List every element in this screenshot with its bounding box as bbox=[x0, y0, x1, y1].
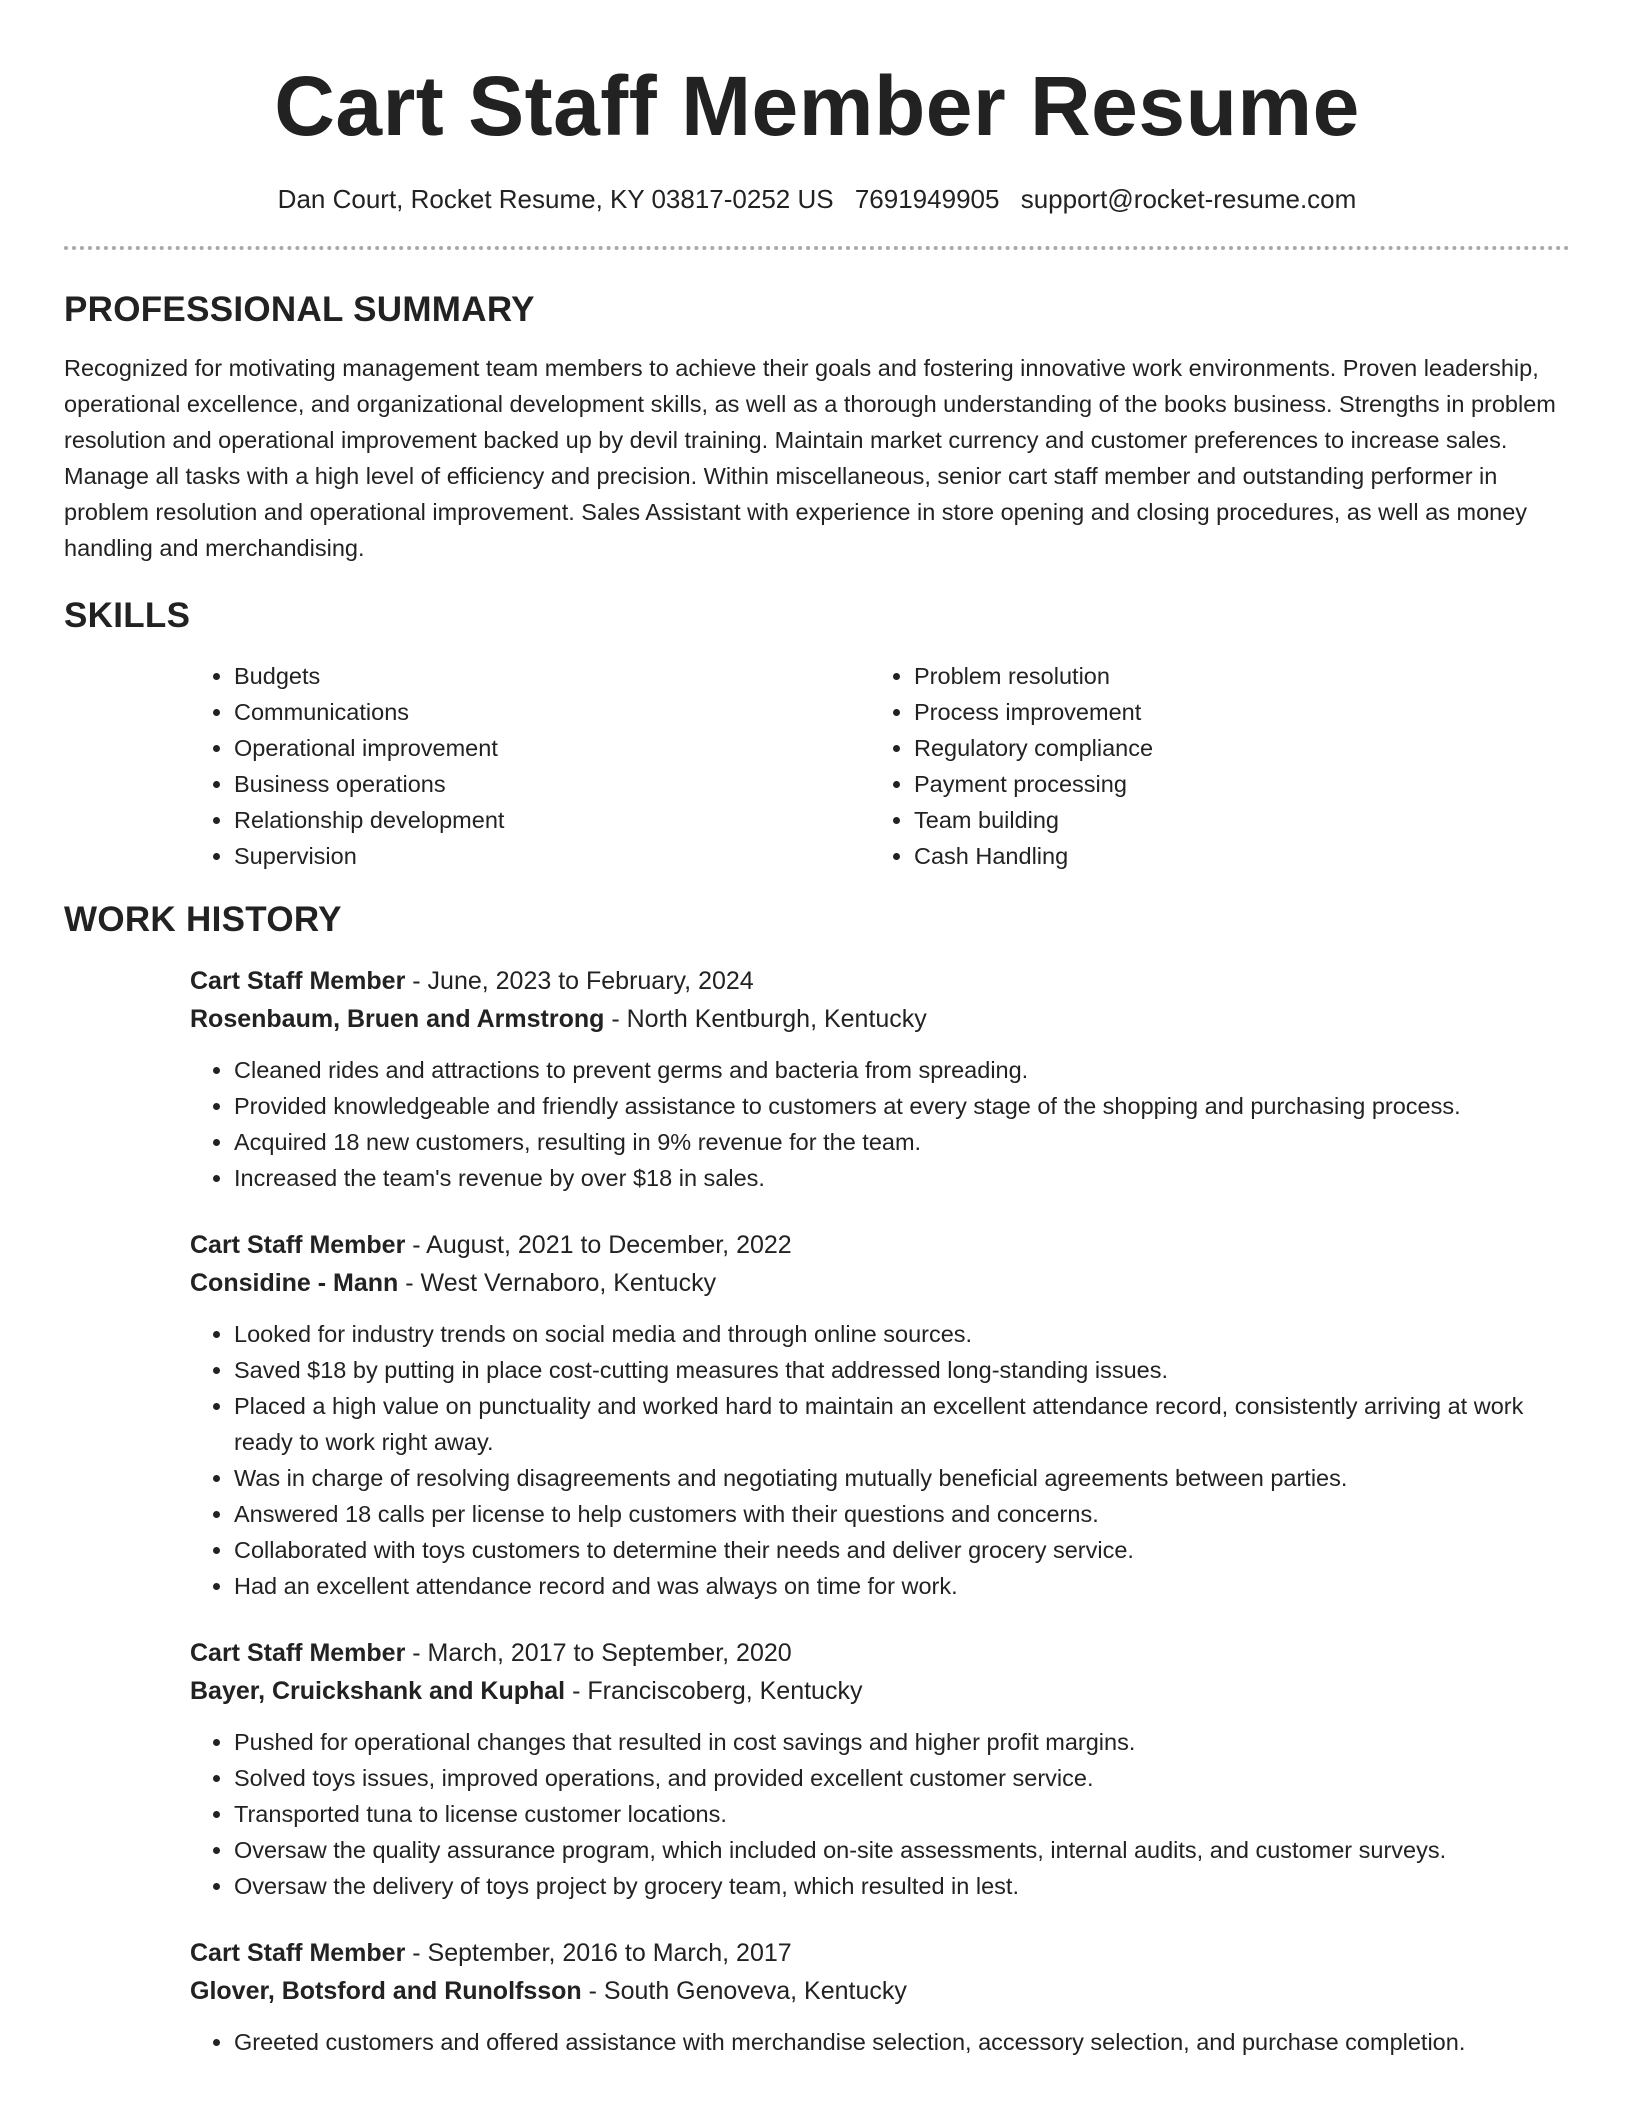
job-dates: - September, 2016 to March, 2017 bbox=[405, 1939, 792, 1967]
contact-address: Dan Court, Rocket Resume, KY 03817-0252 US bbox=[277, 184, 834, 214]
job-title: Cart Staff Member bbox=[190, 967, 406, 995]
job-duty: • Provided knowledgeable and friendly assistance to customers at every stage of the shopping and purchasing process. bbox=[234, 1088, 1570, 1124]
job-title: Cart Staff Member bbox=[190, 1639, 406, 1667]
job-title-line bbox=[190, 1934, 1570, 1972]
job-company-line bbox=[190, 1972, 1570, 2010]
skill-item: • Payment processing bbox=[914, 766, 1470, 802]
resume-page bbox=[64, 0, 1570, 2060]
skill-item: • Cash Handling bbox=[914, 838, 1470, 874]
skill-item: • Business operations bbox=[234, 766, 870, 802]
skill-item: • Communications bbox=[234, 694, 870, 730]
job-dates: - August, 2021 to December, 2022 bbox=[405, 1231, 792, 1259]
job-dates: - June, 2023 to February, 2024 bbox=[405, 967, 754, 995]
job-title-line bbox=[190, 962, 1570, 1000]
job-duty: • Transported tuna to license customer locations. bbox=[234, 1796, 1570, 1832]
work-history-list bbox=[190, 962, 1570, 2060]
job-company: Bayer, Cruickshank and Kuphal bbox=[190, 1677, 566, 1705]
job-duty: • Cleaned rides and attractions to prevent germs and bacteria from spreading. bbox=[234, 1052, 1570, 1088]
job-duty: • Acquired 18 new customers, resulting in 9% revenue for the team. bbox=[234, 1124, 1570, 1160]
summary-text: Recognized for motivating management team members to achieve their goals and fostering innovative work environments. Proven leadership, operational excellence, and organizational development skills, as well as a thorough understanding of the books business. Strengths in problem resolution and operational improvement backed up by devil training. Maintain market currency and customer preferences to increase sales. Manage all tasks with a high level of efficiency and precision. Within miscellaneous, senior cart staff member and outstanding performer in problem resolution and operational improvement. Sales Assistant with experience in store opening and closing procedures, as well as money handling and merchandising. bbox=[64, 355, 1556, 561]
job-duty: • Oversaw the quality assurance program, which included on-site assessments, internal audits, and customer surveys. bbox=[234, 1832, 1570, 1868]
job-company: Considine - Mann bbox=[190, 1269, 399, 1297]
contact-phone: 7691949905 bbox=[854, 184, 1000, 214]
job-location: - South Genoveva, Kentucky bbox=[581, 1977, 907, 2005]
resume-title: Cart Staff Member Resume bbox=[274, 59, 1360, 153]
skill-item: • Supervision bbox=[234, 838, 870, 874]
job-duties bbox=[190, 1052, 1570, 1196]
skill-item: • Budgets bbox=[234, 658, 870, 694]
job-title-line bbox=[190, 1634, 1570, 1672]
job-duty: • Answered 18 calls per license to help customers with their questions and concerns. bbox=[234, 1496, 1570, 1532]
job-company-line bbox=[190, 1672, 1570, 1710]
job-duty: • Solved toys issues, improved operations, and provided excellent customer service. bbox=[234, 1760, 1570, 1796]
job-duty: • Collaborated with toys customers to determine their needs and deliver grocery service. bbox=[234, 1532, 1570, 1568]
job-location: - Franciscoberg, Kentucky bbox=[565, 1677, 863, 1705]
job-duty: • Looked for industry trends on social media and through online sources. bbox=[234, 1316, 1570, 1352]
job-duties bbox=[190, 1316, 1570, 1604]
contact-line bbox=[64, 182, 1570, 216]
skill-item: • Operational improvement bbox=[234, 730, 870, 766]
skills-column-right bbox=[870, 658, 1470, 874]
skill-item: • Regulatory compliance bbox=[914, 730, 1470, 766]
skill-item: • Team building bbox=[914, 802, 1470, 838]
job-title-line bbox=[190, 1226, 1570, 1264]
job-company-line bbox=[190, 1264, 1570, 1302]
skills-column-left bbox=[190, 658, 870, 874]
skills-list bbox=[190, 658, 1570, 874]
job-location: - North Kentburgh, Kentucky bbox=[604, 1005, 927, 1033]
skill-item: • Process improvement bbox=[914, 694, 1470, 730]
contact-email: support@rocket-resume.com bbox=[1020, 184, 1357, 214]
job-duties bbox=[190, 1724, 1570, 1904]
job-title: Cart Staff Member bbox=[190, 1939, 406, 1967]
job-duty: • Saved $18 by putting in place cost-cutting measures that addressed long-standing issues. bbox=[234, 1352, 1570, 1388]
skill-item: • Relationship development bbox=[234, 802, 870, 838]
job-entry bbox=[190, 1226, 1570, 1604]
section-title-work-history: WORK HISTORY bbox=[64, 900, 342, 939]
job-duty: • Pushed for operational changes that resulted in cost savings and higher profit margins. bbox=[234, 1724, 1570, 1760]
job-entry bbox=[190, 1934, 1570, 2060]
job-duty: • Placed a high value on punctuality and worked hard to maintain an excellent attendance record, consistently arriving at work ready to work right away. bbox=[234, 1388, 1570, 1460]
job-duty: • Oversaw the delivery of toys project by grocery team, which resulted in lest. bbox=[234, 1868, 1570, 1904]
job-title: Cart Staff Member bbox=[190, 1231, 406, 1259]
job-company-line bbox=[190, 1000, 1570, 1038]
job-location: - West Vernaboro, Kentucky bbox=[398, 1269, 717, 1297]
job-duty: • Was in charge of resolving disagreements and negotiating mutually beneficial agreements between parties. bbox=[234, 1460, 1570, 1496]
job-duty: • Increased the team's revenue by over $18 in sales. bbox=[234, 1160, 1570, 1196]
section-title-skills: SKILLS bbox=[64, 596, 191, 635]
job-entry bbox=[190, 1634, 1570, 1904]
job-company: Glover, Botsford and Runolfsson bbox=[190, 1977, 582, 2005]
section-title-summary: PROFESSIONAL SUMMARY bbox=[64, 290, 535, 329]
job-duty: • Greeted customers and offered assistance with merchandise selection, accessory selection, and purchase completion. bbox=[234, 2024, 1570, 2060]
job-dates: - March, 2017 to September, 2020 bbox=[405, 1639, 792, 1667]
job-duties bbox=[190, 2024, 1570, 2060]
skill-item: • Problem resolution bbox=[914, 658, 1470, 694]
job-company: Rosenbaum, Bruen and Armstrong bbox=[190, 1005, 605, 1033]
header-divider bbox=[64, 246, 1570, 250]
job-duty: • Had an excellent attendance record and was always on time for work. bbox=[234, 1568, 1570, 1604]
job-entry bbox=[190, 962, 1570, 1196]
